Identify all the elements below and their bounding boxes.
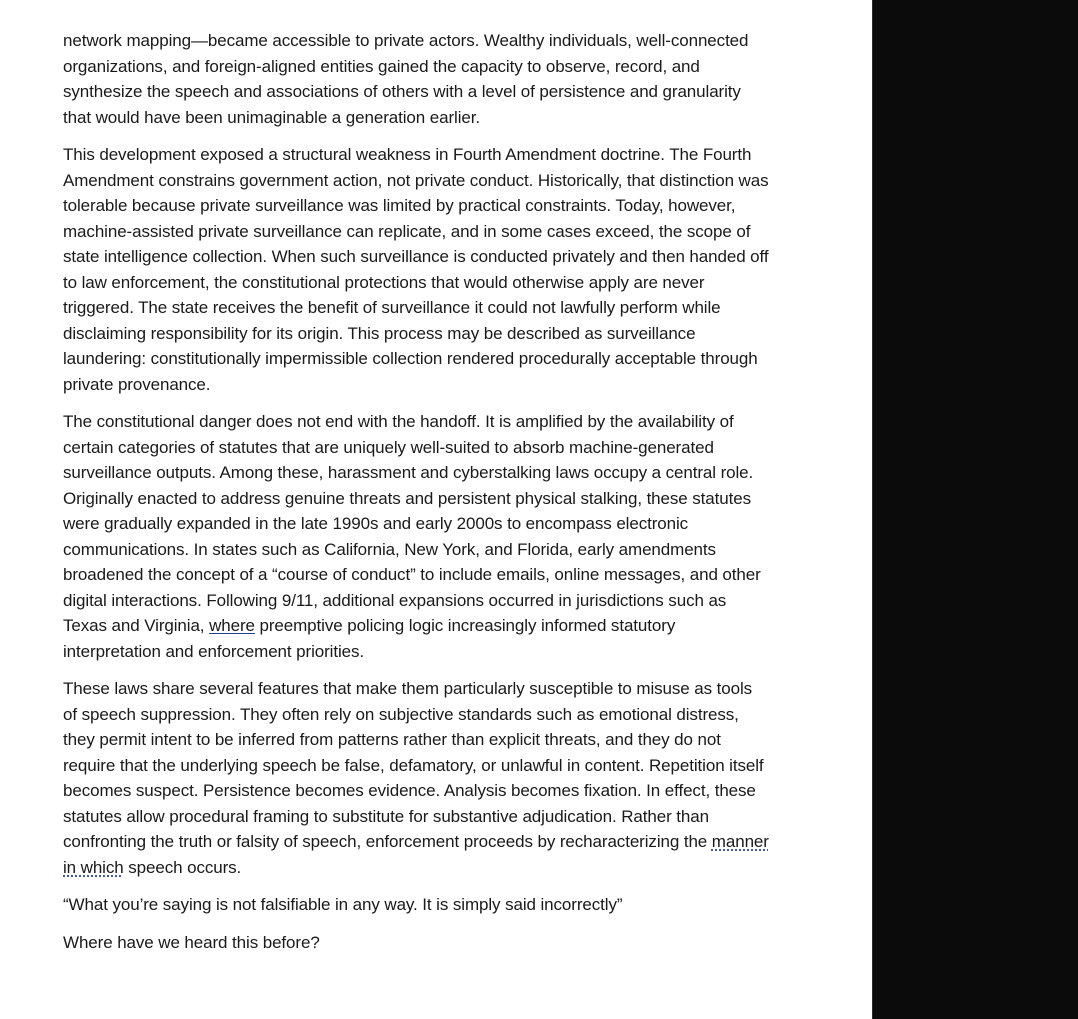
paragraph-text-after: preemptive policing logic increasingly informed statutory interpretation and enforcement priorities. (63, 616, 676, 661)
paragraph-fourth-amendment (63, 142, 769, 397)
paragraph-text-before: The constitutional danger does not end with the handoff. It is amplified by the availability of certain categories of statutes that are uniquely well-suited to absorb machine-generated surveillance outputs. Among these, harassment and cyberstalking laws occupy a central role. Originally enacted to address genuine threats and persistent physical stalking, these statutes were gradually expanded in the late 1990s and early 2000s to encompass electronic communications. In states such as California, New York, and Florida, early amendments broadened the concept of a “course of conduct” to include emails, online messages, and other digital interactions. Following 9/11, additional expansions occurred in jurisdictions such as Texas and Virginia, (63, 412, 761, 635)
paragraph-quote (63, 892, 769, 918)
paragraph-speech-suppression (63, 676, 769, 880)
article-body (63, 28, 769, 967)
manner-in-which-annotation[interactable]: manner in which (63, 832, 769, 877)
paragraph-private-actors (63, 28, 769, 130)
paragraph-closing-question (63, 930, 769, 956)
paragraph-text-before: These laws share several features that make them particularly susceptible to misuse as tools of speech suppression. They often rely on subjective standards such as emotional distress, they permit intent to be inferred from patterns rather than explicit threats, and they do not require that the underlying speech be false, defamatory, or unlawful in content. Repetition itself becomes suspect. Persistence becomes evidence. Analysis becomes fixation. In effect, these statutes allow procedural framing to substitute for substantive adjudication. Rather than confronting the truth or falsity of speech, enforcement proceeds by recharacterizing the (63, 679, 764, 851)
closing-question-text: Where have we heard this before? (63, 932, 320, 952)
paragraph-text-after: speech occurs. (123, 857, 242, 877)
paragraph-text: network mapping—became accessible to private actors. Wealthy individuals, well-connected organizations, and foreign-aligned entities gained the capacity to observe, record, and synthesize the speech and associations of others with a level of persistence and granularity that would have been unimaginable a generation earlier. (63, 31, 749, 127)
dark-side-panel (872, 0, 1078, 1019)
where-link[interactable]: where (209, 616, 255, 635)
paragraph-harassment-statutes (63, 409, 769, 664)
paragraph-text: This development exposed a structural weakness in Fourth Amendment doctrine. The Fourth Amendment constrains government action, not private conduct. Historically, that distinction was tolerable because private surveillance was limited by practical constraints. Today, however, machine-assisted private surveillance can replicate, and in some cases exceed, the scope of state intelligence collection. When such surveillance is conducted privately and then handed off to law enforcement, the constitutional protections that would otherwise apply are never triggered. The state receives the benefit of surveillance it could not lawfully perform while disclaiming responsibility for its origin. This process may be described as surveillance laundering: constitutionally impermissible collection rendered procedurally acceptable through private provenance. (63, 145, 769, 394)
quote-text: “What you’re saying is not falsifiable in any way. It is simply said incorrectly” (63, 895, 623, 914)
